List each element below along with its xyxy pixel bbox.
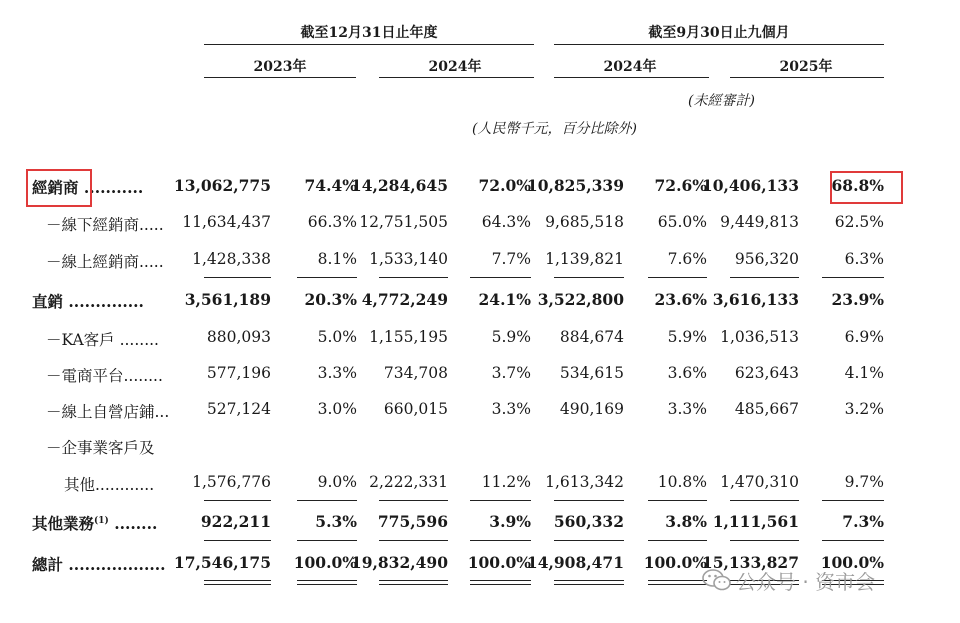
footnote-marker: (1) — [94, 515, 109, 526]
table-cell-percent: 11.2% — [481, 473, 531, 491]
table-cell-percent: 9.7% — [844, 473, 884, 491]
table-cell-amount: 1,576,776 — [192, 473, 271, 491]
row-label-text: －線下經銷商..... — [46, 216, 164, 234]
row-label-text: 經銷商 ........... — [32, 178, 144, 197]
year-header-2025-9m: 2025年 — [779, 59, 833, 75]
table-cell-percent: 100.0% — [467, 553, 531, 572]
table-cell-amount: 734,708 — [383, 364, 448, 382]
table-cell-amount: 10,825,339 — [526, 176, 624, 195]
table-cell-amount: 9,685,518 — [545, 213, 624, 231]
table-cell-amount: 14,908,471 — [526, 553, 624, 572]
highlight-box-distributor-label — [26, 169, 92, 207]
table-cell-amount: 623,643 — [734, 364, 799, 382]
table-cell-percent: 8.1% — [317, 250, 357, 268]
table-cell-percent: 3.3% — [491, 400, 531, 418]
table-cell-amount: 3,616,133 — [712, 290, 799, 309]
total-top-rule — [204, 540, 271, 541]
total-top-rule — [554, 540, 624, 541]
table-cell-percent: 64.3% — [481, 213, 531, 231]
table-cell-amount: 560,332 — [553, 512, 624, 531]
table-cell-percent: 5.9% — [491, 328, 531, 346]
table-cell-percent: 3.6% — [667, 364, 707, 382]
table-cell-percent: 23.6% — [654, 290, 707, 309]
table-cell-percent: 5.9% — [667, 328, 707, 346]
row-label-text: －電商平台........ — [46, 367, 163, 385]
row-label — [46, 436, 155, 458]
table-cell-percent: 72.0% — [478, 176, 531, 195]
table-cell-amount: 3,561,189 — [184, 290, 271, 309]
table-cell-percent: 3.2% — [844, 400, 884, 418]
table-cell-amount: 1,111,561 — [712, 512, 799, 531]
table-cell-percent: 68.8% — [831, 176, 884, 195]
row-label-text: －線上自營店鋪... — [46, 403, 170, 421]
table-cell-amount: 490,169 — [559, 400, 624, 418]
table-cell-amount: 1,139,821 — [545, 250, 624, 268]
row-label-text: 直銷 .............. — [32, 292, 144, 311]
table-cell-amount: 1,533,140 — [369, 250, 448, 268]
subtotal-rule — [297, 277, 357, 278]
subtotal-rule — [554, 500, 624, 501]
table-cell-percent: 7.3% — [842, 512, 884, 531]
table-cell-percent: 7.6% — [667, 250, 707, 268]
table-cell-amount: 12,751,505 — [359, 213, 448, 231]
subtotal-rule — [648, 277, 707, 278]
table-cell-amount: 577,196 — [206, 364, 271, 382]
table-cell-amount: 922,211 — [200, 512, 271, 531]
row-label-text: 其他業務 — [32, 514, 95, 533]
table-cell-amount: 19,832,490 — [350, 553, 448, 572]
table-cell-percent: 74.4% — [304, 176, 357, 195]
subtotal-rule — [648, 500, 707, 501]
table-cell-amount: 10,406,133 — [701, 176, 799, 195]
table-cell-percent: 3.7% — [491, 364, 531, 382]
table-cell-percent: 100.0% — [820, 553, 884, 572]
table-cell-amount: 4,772,249 — [361, 290, 448, 309]
total-double-rule — [554, 580, 624, 585]
table-cell-percent: 3.3% — [317, 364, 357, 382]
table-cell-percent: 7.7% — [491, 250, 531, 268]
table-cell-percent: 4.1% — [844, 364, 884, 382]
table-cell-amount: 880,093 — [206, 328, 271, 346]
header-group-rule-1 — [204, 44, 534, 45]
row-label-text: 其他............ — [64, 476, 155, 494]
total-double-rule — [379, 580, 448, 585]
table-cell-percent: 100.0% — [293, 553, 357, 572]
table-cell-amount: 534,615 — [559, 364, 624, 382]
total-double-rule — [204, 580, 271, 585]
subtotal-rule — [204, 500, 271, 501]
row-label-leader: ........ — [108, 514, 158, 533]
table-cell-percent: 10.8% — [657, 473, 707, 491]
table-cell-percent: 24.1% — [478, 290, 531, 309]
year-rule-1 — [204, 77, 356, 78]
table-cell-amount: 775,596 — [377, 512, 448, 531]
table-cell-amount: 3,522,800 — [537, 290, 624, 309]
subtotal-rule — [730, 500, 799, 501]
subtotal-rule — [379, 500, 448, 501]
table-cell-percent: 100.0% — [643, 553, 707, 572]
table-cell-percent: 23.9% — [831, 290, 884, 309]
subtotal-rule — [730, 277, 799, 278]
table-cell-percent: 66.3% — [307, 213, 357, 231]
table-cell-percent: 62.5% — [834, 213, 884, 231]
row-label-text: －線上經銷商..... — [46, 253, 164, 271]
table-cell-percent: 3.9% — [489, 512, 531, 531]
table-cell-amount: 14,284,645 — [350, 176, 448, 195]
header-group-rule-2 — [554, 44, 884, 45]
table-cell-amount: 884,674 — [559, 328, 624, 346]
total-top-rule — [470, 540, 531, 541]
table-cell-percent: 65.0% — [657, 213, 707, 231]
table-cell-amount: 660,015 — [383, 400, 448, 418]
year-header-2024-9m: 2024年 — [603, 59, 657, 75]
table-cell-amount: 485,667 — [734, 400, 799, 418]
subtotal-rule — [204, 277, 271, 278]
table-cell-amount: 1,036,513 — [720, 328, 799, 346]
table-cell-percent: 5.3% — [315, 512, 357, 531]
row-label-text: －企事業客戶及 — [46, 439, 155, 457]
table-cell-percent: 5.0% — [317, 328, 357, 346]
total-double-rule — [470, 580, 531, 585]
year-rule-3 — [554, 77, 709, 78]
subtotal-rule — [822, 500, 884, 501]
total-double-rule — [297, 580, 357, 585]
subtotal-rule — [297, 500, 357, 501]
subtotal-rule — [470, 500, 531, 501]
row-label — [32, 290, 144, 312]
header-group-fiscal-year: 截至12月31日止年度 — [300, 25, 438, 41]
table-cell-amount: 956,320 — [734, 250, 799, 268]
table-cell-percent: 9.0% — [317, 473, 357, 491]
table-cell-amount: 1,613,342 — [545, 473, 624, 491]
highlight-box-distributor-2025-pct — [830, 171, 903, 204]
table-cell-amount: 1,470,310 — [720, 473, 799, 491]
table-cell-amount: 11,634,437 — [182, 213, 271, 231]
table-cell-amount: 1,428,338 — [192, 250, 271, 268]
unaudited-note: (未經審計) — [688, 93, 755, 109]
year-header-2023: 2023年 — [253, 59, 307, 75]
table-cell-percent: 3.3% — [667, 400, 707, 418]
year-rule-4 — [730, 77, 884, 78]
table-cell-percent: 20.3% — [304, 290, 357, 309]
table-cell-percent: 72.6% — [654, 176, 707, 195]
total-double-rule — [648, 580, 707, 585]
table-cell-percent: 3.8% — [665, 512, 707, 531]
table-cell-percent: 6.9% — [844, 328, 884, 346]
subtotal-rule — [379, 277, 448, 278]
table-cell-amount: 527,124 — [206, 400, 271, 418]
wechat-icon — [702, 568, 732, 592]
table-cell-percent: 3.0% — [317, 400, 357, 418]
watermark-text: 公众号 · 资市会 — [736, 570, 876, 594]
row-label — [32, 512, 157, 534]
total-top-rule — [730, 540, 799, 541]
subtotal-rule — [470, 277, 531, 278]
table-cell-amount: 17,546,175 — [173, 553, 271, 572]
row-label-text: －KA客戶 ........ — [46, 331, 159, 349]
year-header-2024-fy: 2024年 — [428, 59, 482, 75]
table-cell-amount: 2,222,331 — [369, 473, 448, 491]
total-top-rule — [379, 540, 448, 541]
row-label-text: 總計 .................. — [32, 555, 166, 574]
total-top-rule — [648, 540, 707, 541]
table-cell-amount: 1,155,195 — [369, 328, 448, 346]
total-top-rule — [297, 540, 357, 541]
table-cell-amount: 15,133,827 — [701, 553, 799, 572]
unit-note: (人民幣千元，百分比除外) — [472, 121, 637, 137]
subtotal-rule — [822, 277, 884, 278]
header-group-nine-months: 截至9月30日止九個月 — [648, 25, 790, 41]
table-cell-amount: 9,449,813 — [720, 213, 799, 231]
table-cell-percent: 6.3% — [844, 250, 884, 268]
subtotal-rule — [554, 277, 624, 278]
year-rule-2 — [379, 77, 534, 78]
table-cell-amount: 13,062,775 — [173, 176, 271, 195]
total-top-rule — [822, 540, 884, 541]
